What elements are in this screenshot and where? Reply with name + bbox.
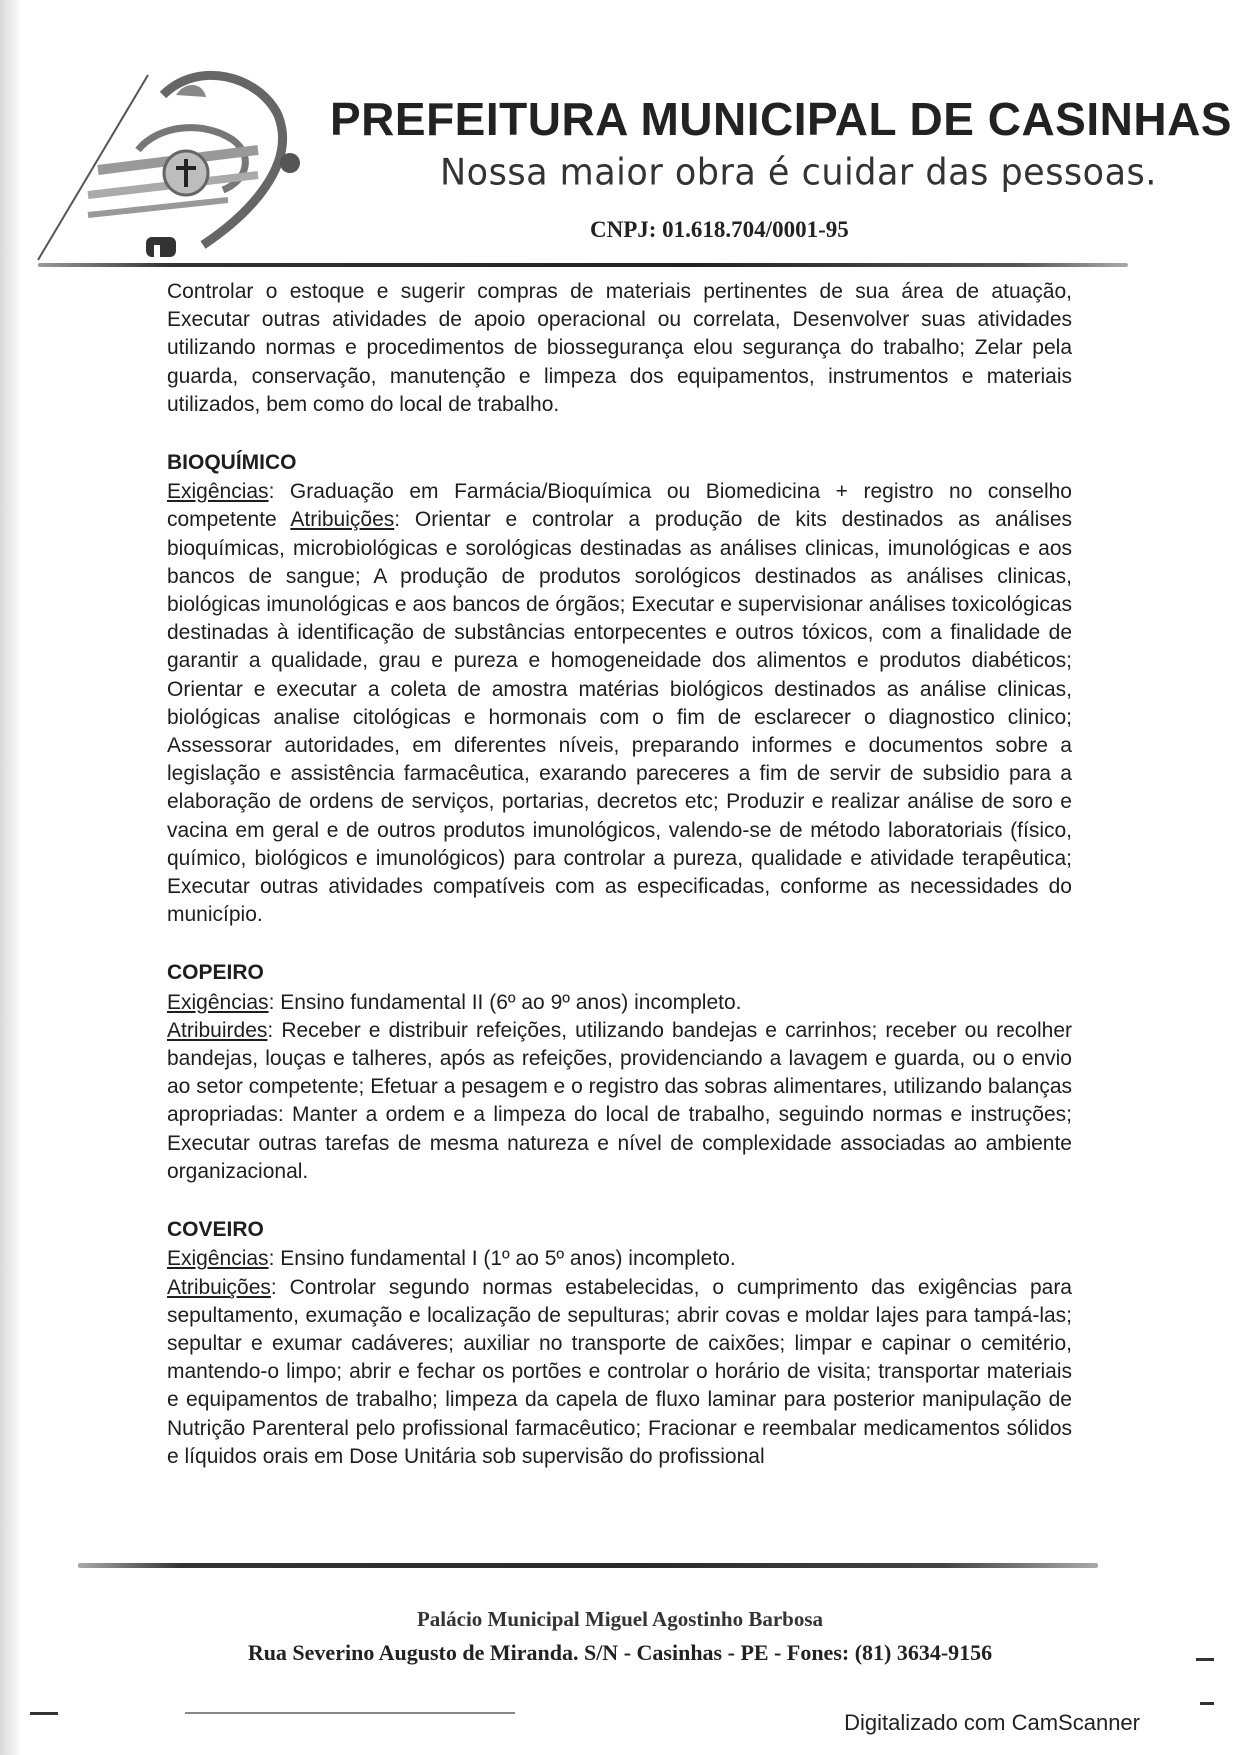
requirements-paragraph: [167, 1245, 1072, 1273]
scan-mark: [1196, 1658, 1214, 1661]
footer-divider: [78, 1563, 1098, 1568]
requirements-text: : Ensino fundamental II (6º ao 9º anos) incompleto.: [268, 990, 742, 1014]
requirements-label: Exigências: [167, 1247, 269, 1271]
scan-mark: [30, 1712, 58, 1715]
section-title: COVEIRO: [167, 1218, 264, 1242]
duties-label: Atribuições: [290, 508, 395, 532]
footer-address: Rua Severino Augusto de Miranda. S/N - Casinhas - PE - Fones: (81) 3634-9156: [247, 1640, 993, 1665]
scan-mark: [185, 1712, 515, 1714]
scan-shadow: [0, 0, 22, 1755]
duties-paragraph: [167, 1017, 1072, 1186]
requirements-label: Exigências: [167, 990, 269, 1014]
section-paragraph: [167, 478, 1072, 929]
duties-label: Atribuirdes: [167, 1018, 268, 1042]
duties-text: : Controlar segundo normas estabelecidas, o cumprimento das exigências para sepultamento, exumação e localização de sepulturas; abrir covas e moldar lajes para tampá-las; sepultar e exumar cadáveres; auxiliar no transporte de caixões; limpar e capinar o cemitério, mantendo-o limpo; abrir e fechar os portões e controlar o horário de visita; transportar materiais e equipamentos de trabalho; limpeza da capela de fluxo laminar para posterior manipulação de Nutrição Parenteral pelo profissional farmacêutico; Fracionar e reembalar medicamentos sólidos e líquidos orais em Dose Unitária sob supervisão do profissional: [167, 1275, 1072, 1468]
municipal-logo: [28, 55, 328, 265]
scanner-watermark: Digitalizado com CamScanner: [844, 1710, 1140, 1735]
intro-paragraph: Controlar o estoque e sugerir compras de materiais pertinentes de sua área de atuação, Executar outras atividades de apoio operacional ou correlata, Desenvolver suas atividades utilizando normas e procedimentos de biossegurança elou segurança do trabalho; Zelar pela guarda, conservação, manutenção e limpeza dos equipamentos, instrumentos e materiais utilizados, bem como do local de trabalho.: [167, 280, 1072, 416]
document-body: [167, 278, 1072, 1471]
section-bioquimico: [167, 449, 1072, 929]
municipality-motto: Nossa maior obra é cuidar das pessoas.: [440, 152, 1157, 194]
duties-text: : Receber e distribuir refeições, utilizando bandejas e carrinhos; receber ou recolher bandejas, louças e talheres, após as refeições, providenciando a lavagem e guarda, ou o envio ao setor competente; Efetuar a pesagem e o registro das sobras alimentares, utilizando balanças apropriadas: Manter a ordem e a limpeza do local de trabalho, seguindo normas e instruções; Executar outras tarefas de mesma natureza e nível de complexidade associadas ao ambiente organizacional.: [167, 1018, 1072, 1183]
duties-paragraph: [167, 1274, 1072, 1471]
header-divider: [38, 263, 1128, 267]
section-coveiro: [167, 1216, 1072, 1471]
section-title: BIOQUÍMICO: [167, 451, 297, 475]
requirements-paragraph: [167, 989, 1072, 1017]
section-title: COPEIRO: [167, 961, 264, 985]
section-copeiro: [167, 959, 1072, 1186]
requirements-label: Exigências: [167, 480, 269, 504]
municipality-title: PREFEITURA MUNICIPAL DE CASINHAS: [330, 93, 1232, 145]
scan-mark: [1200, 1702, 1214, 1705]
footer-palace-name: Palácio Municipal Miguel Agostinho Barbosa: [416, 1607, 824, 1631]
requirements-text: : Ensino fundamental I (1º ao 5º anos) incompleto.: [268, 1247, 736, 1271]
requirements-text: : Graduação em Farmácia/Bioquímica ou Biomedicina + registro no conselho competente: [167, 480, 1072, 532]
duties-label: Atribuições: [167, 1275, 271, 1299]
cnpj-number: CNPJ: 01.618.704/0001-95: [590, 217, 849, 242]
duties-text: : Orientar e controlar a produção de kits destinados as análises bioquímicas, microbiológicas e sorológicas destinadas as análises clinicas, imunológicas e aos bancos de sangue; A produção de produtos sorológicos destinados as análises clinicas, biológicas imunológicas e aos bancos de órgãos; Executar e supervisionar análises toxicológicas destinadas à identificação de substâncias entorpecentes e outros tóxicos, com a finalidade de garantir a qualidade, grau e pureza e homogeneidade dos alimentos e produtos diabéticos; Orientar e executar a coleta de amostra matérias biológicos destinados as análise clinicas, biológicas analise citológicas e hormonais com o fim de esclarecer o diagnostico clinico; Assessorar autoridades, em diferentes níveis, preparando informes e documentos sobre a legislação e assistência farmacêutica, exarando pareceres a fim de servir de subsidio para a elaboração de ordens de serviços, portarias, decretos etc; Produzir e realizar análise de soro e vacina em geral e de outros produtos imunológicos, valendo-se de método laboratoriais (físico, químico, biológicos e imunológicos) para controlar a pureza, qualidade e atividade terapêutica; Executar outras atividades compatíveis com as especificadas, conforme as necessidades do município.: [167, 508, 1072, 927]
